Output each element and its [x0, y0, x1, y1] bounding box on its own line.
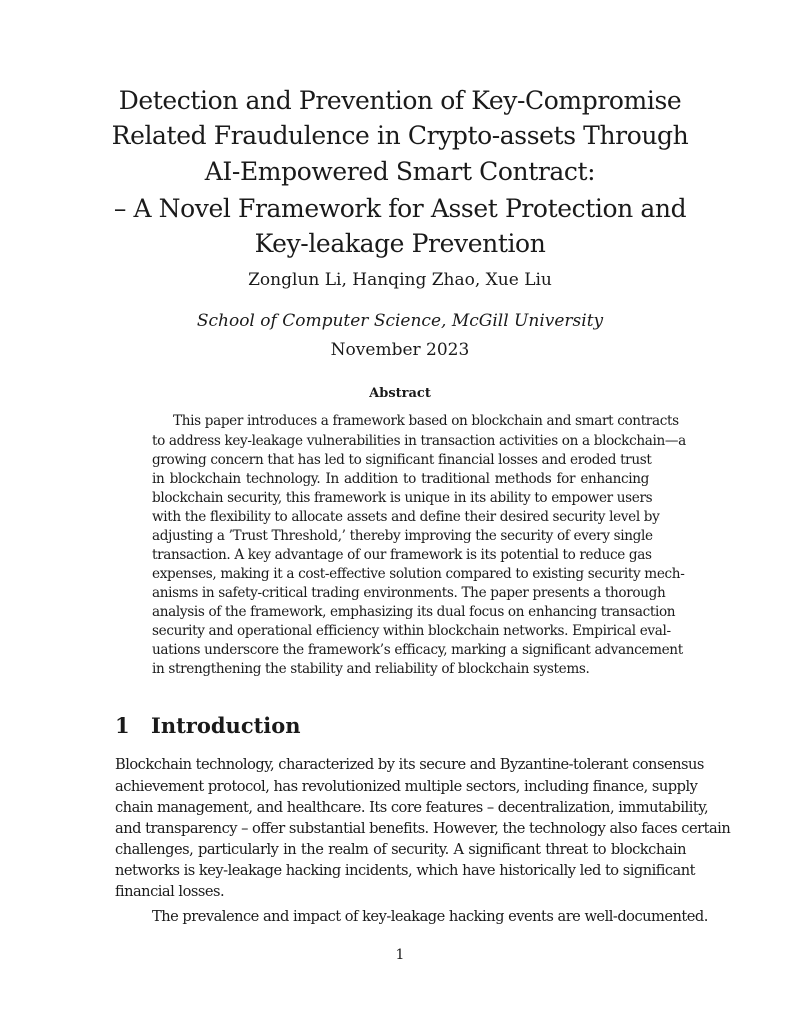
body-line: networks is key-leakage hacking incidents, which have historically led to significant — [115, 862, 696, 879]
body-line: challenges, particularly in the realm of security. A significant threat to blockchain — [115, 841, 686, 858]
abstract-heading: Abstract — [369, 386, 431, 401]
abstract-line: growing concern that has led to significant financial losses and eroded trust — [152, 452, 652, 468]
authors: Zonglun Li, Hanqing Zhao, Xue Liu — [248, 270, 552, 290]
body-line: and transparency – offer substantial benefits. However, the technology also faces certain — [115, 820, 731, 837]
affiliation: School of Computer Science, McGill University — [196, 311, 604, 331]
body-line: achievement protocol, has revolutionized multiple sectors, including finance, supply — [115, 778, 698, 795]
abstract-line: in blockchain technology. In addition to traditional methods for enhancing — [152, 471, 649, 487]
abstract-line: security and operational efficiency within blockchain networks. Empirical eval- — [152, 623, 671, 639]
abstract-line: with the flexibility to allocate assets and define their desired security level by — [152, 509, 660, 525]
abstract-line: in strengthening the stability and reliability of blockchain systems. — [152, 661, 590, 677]
title-line-3: AI-Empowered Smart Contract: — [204, 157, 596, 186]
section-number: 1 — [115, 713, 130, 738]
abstract-line: adjusting a ’Trust Threshold,’ thereby improving the security of every single — [152, 528, 653, 544]
title-line-2: Related Fraudulence in Crypto-assets Through — [111, 121, 689, 150]
date: November 2023 — [330, 340, 470, 360]
abstract-line: blockchain security, this framework is unique in its ability to empower users — [152, 490, 653, 506]
abstract-line: uations underscore the framework’s efficacy, marking a significant advancement — [152, 642, 683, 658]
body-line: Blockchain technology, characterized by its secure and Byzantine-tolerant consensus — [115, 756, 704, 773]
abstract-line: analysis of the framework, emphasizing its dual focus on enhancing transaction — [152, 604, 676, 620]
title-line-4: – A Novel Framework for Asset Protection and — [113, 194, 687, 223]
abstract-line: expenses, making it a cost-effective solution compared to existing security mech- — [152, 566, 685, 582]
section-title: Introduction — [151, 713, 301, 738]
abstract-line: This paper introduces a framework based on blockchain and smart contracts — [173, 413, 679, 429]
abstract-line: to address key-leakage vulnerabilities in transaction activities on a blockchain—a — [152, 433, 686, 449]
body-line: chain management, and healthcare. Its core features – decentralization, immutability, — [115, 799, 709, 816]
page-number: 1 — [395, 947, 405, 963]
body-line: The prevalence and impact of key-leakage hacking events are well-documented. — [152, 908, 708, 925]
title-line-5: Key-leakage Prevention — [254, 229, 546, 258]
body-line: financial losses. — [115, 883, 225, 900]
abstract-line: transaction. A key advantage of our framework is its potential to reduce gas — [152, 547, 652, 563]
title-line-1: Detection and Prevention of Key-Compromise — [118, 86, 682, 115]
section-heading — [115, 713, 301, 738]
abstract-line: anisms in safety-critical trading environments. The paper presents a thorough — [152, 585, 666, 601]
